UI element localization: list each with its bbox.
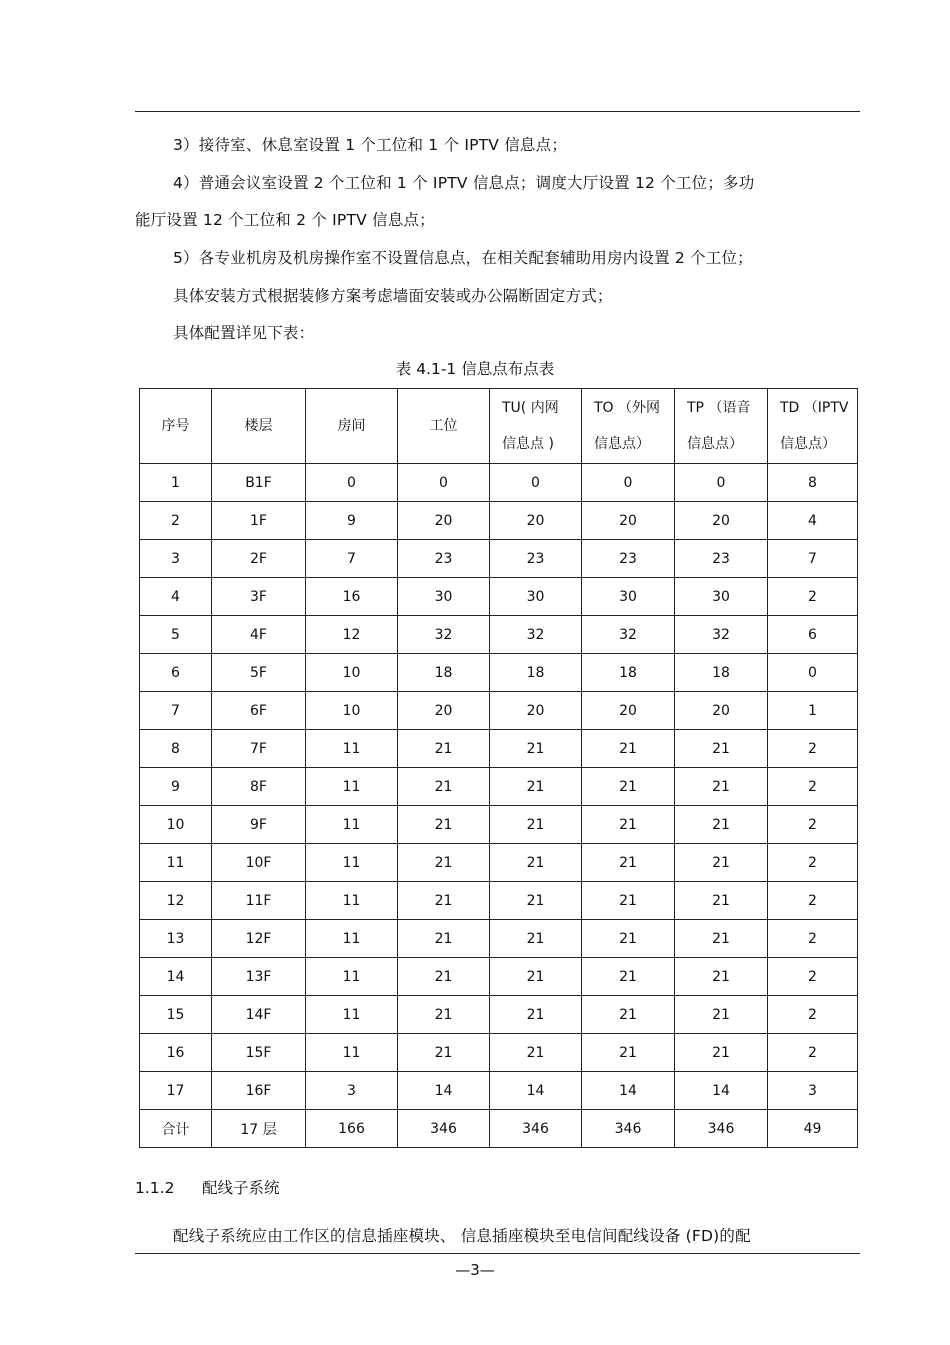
table-cell: 30	[582, 578, 675, 616]
table-cell: 14F	[212, 996, 306, 1034]
table-cell: 14	[398, 1072, 490, 1110]
paragraph-installation: 具体安装方式根据装修方案考虑墙面安装或办公隔断固定方式；	[173, 287, 613, 305]
header-td-line1: TD （IPTV	[780, 400, 849, 416]
table-cell: 15F	[212, 1034, 306, 1072]
table-cell: 346	[582, 1110, 675, 1148]
table-row	[140, 692, 858, 730]
table-cell: 7	[140, 692, 212, 730]
table-cell: 12F	[212, 920, 306, 958]
paragraph-meeting-room: 4）普通会议室设置 2 个工位和 1 个 IPTV 信息点；调度大厅设置 12 个工位；多功	[173, 174, 755, 192]
table-cell: 17 层	[212, 1110, 306, 1148]
table-cell: 3	[306, 1072, 398, 1110]
table-cell: 11	[306, 1034, 398, 1072]
table-cell: 0	[490, 464, 582, 502]
table-row	[140, 464, 858, 502]
header-workstations: 工位	[398, 389, 490, 464]
table-cell: 21	[490, 920, 582, 958]
table-cell: 21	[398, 996, 490, 1034]
header-tp	[675, 389, 768, 464]
table-body	[140, 464, 858, 1148]
table-cell: 20	[582, 502, 675, 540]
table-cell: 30	[675, 578, 768, 616]
table-cell: 6	[140, 654, 212, 692]
table-cell: 20	[398, 502, 490, 540]
table-cell: 21	[582, 768, 675, 806]
table-cell: 9	[306, 502, 398, 540]
table-cell: 166	[306, 1110, 398, 1148]
table-row	[140, 844, 858, 882]
table-cell: 16F	[212, 1072, 306, 1110]
table-cell: 10	[306, 692, 398, 730]
table-cell: 0	[675, 464, 768, 502]
table-row	[140, 996, 858, 1034]
paragraph-see-table: 具体配置详见下表：	[173, 324, 315, 342]
table-cell: 18	[675, 654, 768, 692]
table-cell: 4F	[212, 616, 306, 654]
table-cell: 21	[490, 1034, 582, 1072]
table-cell: 21	[675, 882, 768, 920]
header-tu	[490, 389, 582, 464]
table-cell: 21	[398, 768, 490, 806]
table-cell: 11	[140, 844, 212, 882]
table-cell: 4	[768, 502, 858, 540]
table-cell: 346	[490, 1110, 582, 1148]
table-row	[140, 654, 858, 692]
table-cell: 20	[398, 692, 490, 730]
table-cell: 21	[675, 844, 768, 882]
section-heading	[135, 1176, 280, 1198]
table-cell: 11	[306, 920, 398, 958]
table-cell: 21	[582, 730, 675, 768]
table-cell: 21	[490, 768, 582, 806]
table-row	[140, 920, 858, 958]
table-cell: 30	[398, 578, 490, 616]
header-td-line2: 信息点）	[780, 436, 836, 452]
table-cell: 20	[490, 502, 582, 540]
header-to-line1: TO （外网	[594, 400, 661, 416]
table-cell: 0	[768, 654, 858, 692]
table-cell: 21	[582, 996, 675, 1034]
table-cell: 20	[675, 692, 768, 730]
table-cell: 2	[768, 578, 858, 616]
table-cell: 14	[140, 958, 212, 996]
table-cell: 21	[582, 920, 675, 958]
table-cell: 10	[306, 654, 398, 692]
table-cell: 1F	[212, 502, 306, 540]
table-cell: 2	[768, 920, 858, 958]
table-cell: 17	[140, 1072, 212, 1110]
table-row	[140, 616, 858, 654]
table-cell: 23	[675, 540, 768, 578]
table-cell: 1	[140, 464, 212, 502]
table-cell: 0	[398, 464, 490, 502]
table-cell: 6F	[212, 692, 306, 730]
table-cell: 2	[768, 882, 858, 920]
table-cell: 32	[675, 616, 768, 654]
table-cell: 5	[140, 616, 212, 654]
table-cell: 7	[768, 540, 858, 578]
table-cell: 2	[768, 768, 858, 806]
table-cell: 6	[768, 616, 858, 654]
table-cell: 21	[398, 958, 490, 996]
table-cell: 21	[675, 806, 768, 844]
table-row	[140, 958, 858, 996]
table-row	[140, 806, 858, 844]
table-cell: 21	[490, 882, 582, 920]
paragraph-horizontal-subsystem: 配线子系统应由工作区的信息插座模块、 信息插座模块至电信间配线设备 (FD)的配	[173, 1227, 751, 1245]
table-cell: 21	[582, 806, 675, 844]
table-cell: 11F	[212, 882, 306, 920]
table-row	[140, 730, 858, 768]
table-cell: 21	[398, 844, 490, 882]
table-cell: 21	[490, 996, 582, 1034]
table-cell: 8	[768, 464, 858, 502]
table-cell: 11	[306, 844, 398, 882]
paragraph-multifunction-hall: 能厅设置 12 个工位和 2 个 IPTV 信息点；	[135, 211, 435, 229]
table-cell: 21	[490, 806, 582, 844]
table-cell: 14	[675, 1072, 768, 1110]
table-cell: 14	[490, 1072, 582, 1110]
table-cell: 21	[675, 958, 768, 996]
table-cell: 21	[398, 1034, 490, 1072]
table-cell: 18	[398, 654, 490, 692]
table-cell: 5F	[212, 654, 306, 692]
header-to	[582, 389, 675, 464]
table-cell: 合计	[140, 1110, 212, 1148]
table-row	[140, 578, 858, 616]
table-cell: 12	[140, 882, 212, 920]
table-cell: 346	[675, 1110, 768, 1148]
table-row	[140, 1072, 858, 1110]
table-cell: 0	[582, 464, 675, 502]
table-cell: 20	[490, 692, 582, 730]
table-cell: 1	[768, 692, 858, 730]
table-cell: 21	[490, 730, 582, 768]
header-tp-line1: TP （语音	[687, 400, 751, 416]
table-cell: 2	[768, 996, 858, 1034]
table-cell: 3	[768, 1072, 858, 1110]
page-number: —3—	[455, 1261, 495, 1279]
table-cell: 13	[140, 920, 212, 958]
table-cell: 11	[306, 768, 398, 806]
table-cell: 2	[768, 806, 858, 844]
table-cell: 13F	[212, 958, 306, 996]
table-cell: 3F	[212, 578, 306, 616]
table-cell: 2	[768, 844, 858, 882]
header-index: 序号	[140, 389, 212, 464]
table-cell: 30	[490, 578, 582, 616]
header-rooms: 房间	[306, 389, 398, 464]
table-cell: 21	[675, 920, 768, 958]
section-title: 配线子系统	[202, 1179, 280, 1197]
table-cell: 11	[306, 730, 398, 768]
table-cell: 49	[768, 1110, 858, 1148]
table-cell: 2	[768, 730, 858, 768]
table-cell: 21	[675, 1034, 768, 1072]
table-cell: 15	[140, 996, 212, 1034]
footer-rule	[135, 1253, 860, 1254]
table-cell: 21	[398, 730, 490, 768]
table-cell: 11	[306, 958, 398, 996]
table-cell: 21	[490, 844, 582, 882]
table-cell: 32	[398, 616, 490, 654]
table-row	[140, 540, 858, 578]
table-cell: 16	[140, 1034, 212, 1072]
table-cell: 21	[675, 996, 768, 1034]
table-cell: 11	[306, 882, 398, 920]
table-cell: 21	[675, 768, 768, 806]
table-caption: 表 4.1-1 信息点布点表	[395, 360, 555, 378]
table-cell: 10	[140, 806, 212, 844]
table-cell: 2	[768, 1034, 858, 1072]
table-cell: 23	[398, 540, 490, 578]
table-cell: 21	[675, 730, 768, 768]
header-tu-line2: 信息点 )	[502, 436, 554, 452]
table-row	[140, 1034, 858, 1072]
table-cell: 7	[306, 540, 398, 578]
table-cell: 8F	[212, 768, 306, 806]
table-cell: 21	[490, 958, 582, 996]
table-cell: 21	[398, 806, 490, 844]
table-cell: 11	[306, 806, 398, 844]
table-cell: 20	[675, 502, 768, 540]
table-cell: 7F	[212, 730, 306, 768]
info-point-table	[139, 388, 858, 1148]
header-to-line2: 信息点）	[594, 436, 650, 452]
table-cell: 2F	[212, 540, 306, 578]
table-cell: 21	[398, 882, 490, 920]
header-tp-line2: 信息点）	[687, 436, 743, 452]
table-cell: 8	[140, 730, 212, 768]
table-cell: B1F	[212, 464, 306, 502]
table-header-row	[140, 389, 858, 464]
header-td	[768, 389, 858, 464]
table-cell: 32	[582, 616, 675, 654]
table-cell: 9	[140, 768, 212, 806]
table-cell: 10F	[212, 844, 306, 882]
table-cell: 3	[140, 540, 212, 578]
header-floor: 楼层	[212, 389, 306, 464]
table-cell: 4	[140, 578, 212, 616]
table-cell: 21	[582, 882, 675, 920]
table-cell: 16	[306, 578, 398, 616]
table-cell: 2	[140, 502, 212, 540]
header-rule	[135, 111, 860, 112]
table-row	[140, 882, 858, 920]
table-cell: 21	[582, 844, 675, 882]
table-cell: 23	[582, 540, 675, 578]
table-cell: 2	[768, 958, 858, 996]
table-row	[140, 768, 858, 806]
section-number: 1.1.2	[135, 1179, 175, 1197]
table-row	[140, 1110, 858, 1148]
table-cell: 18	[490, 654, 582, 692]
table-cell: 21	[398, 920, 490, 958]
paragraph-machine-rooms: 5）各专业机房及机房操作室不设置信息点，在相关配套辅助用房内设置 2 个工位；	[173, 249, 753, 267]
table-cell: 21	[582, 1034, 675, 1072]
table-cell: 12	[306, 616, 398, 654]
table-cell: 32	[490, 616, 582, 654]
table-cell: 21	[582, 958, 675, 996]
table-cell: 9F	[212, 806, 306, 844]
paragraph-reception: 3）接待室、休息室设置 1 个工位和 1 个 IPTV 信息点；	[173, 136, 568, 154]
table-cell: 23	[490, 540, 582, 578]
table-cell: 346	[398, 1110, 490, 1148]
table-cell: 11	[306, 996, 398, 1034]
table-cell: 14	[582, 1072, 675, 1110]
table-row	[140, 502, 858, 540]
header-tu-line1: TU( 内网	[502, 400, 559, 416]
table-cell: 20	[582, 692, 675, 730]
table-cell: 0	[306, 464, 398, 502]
table-cell: 18	[582, 654, 675, 692]
